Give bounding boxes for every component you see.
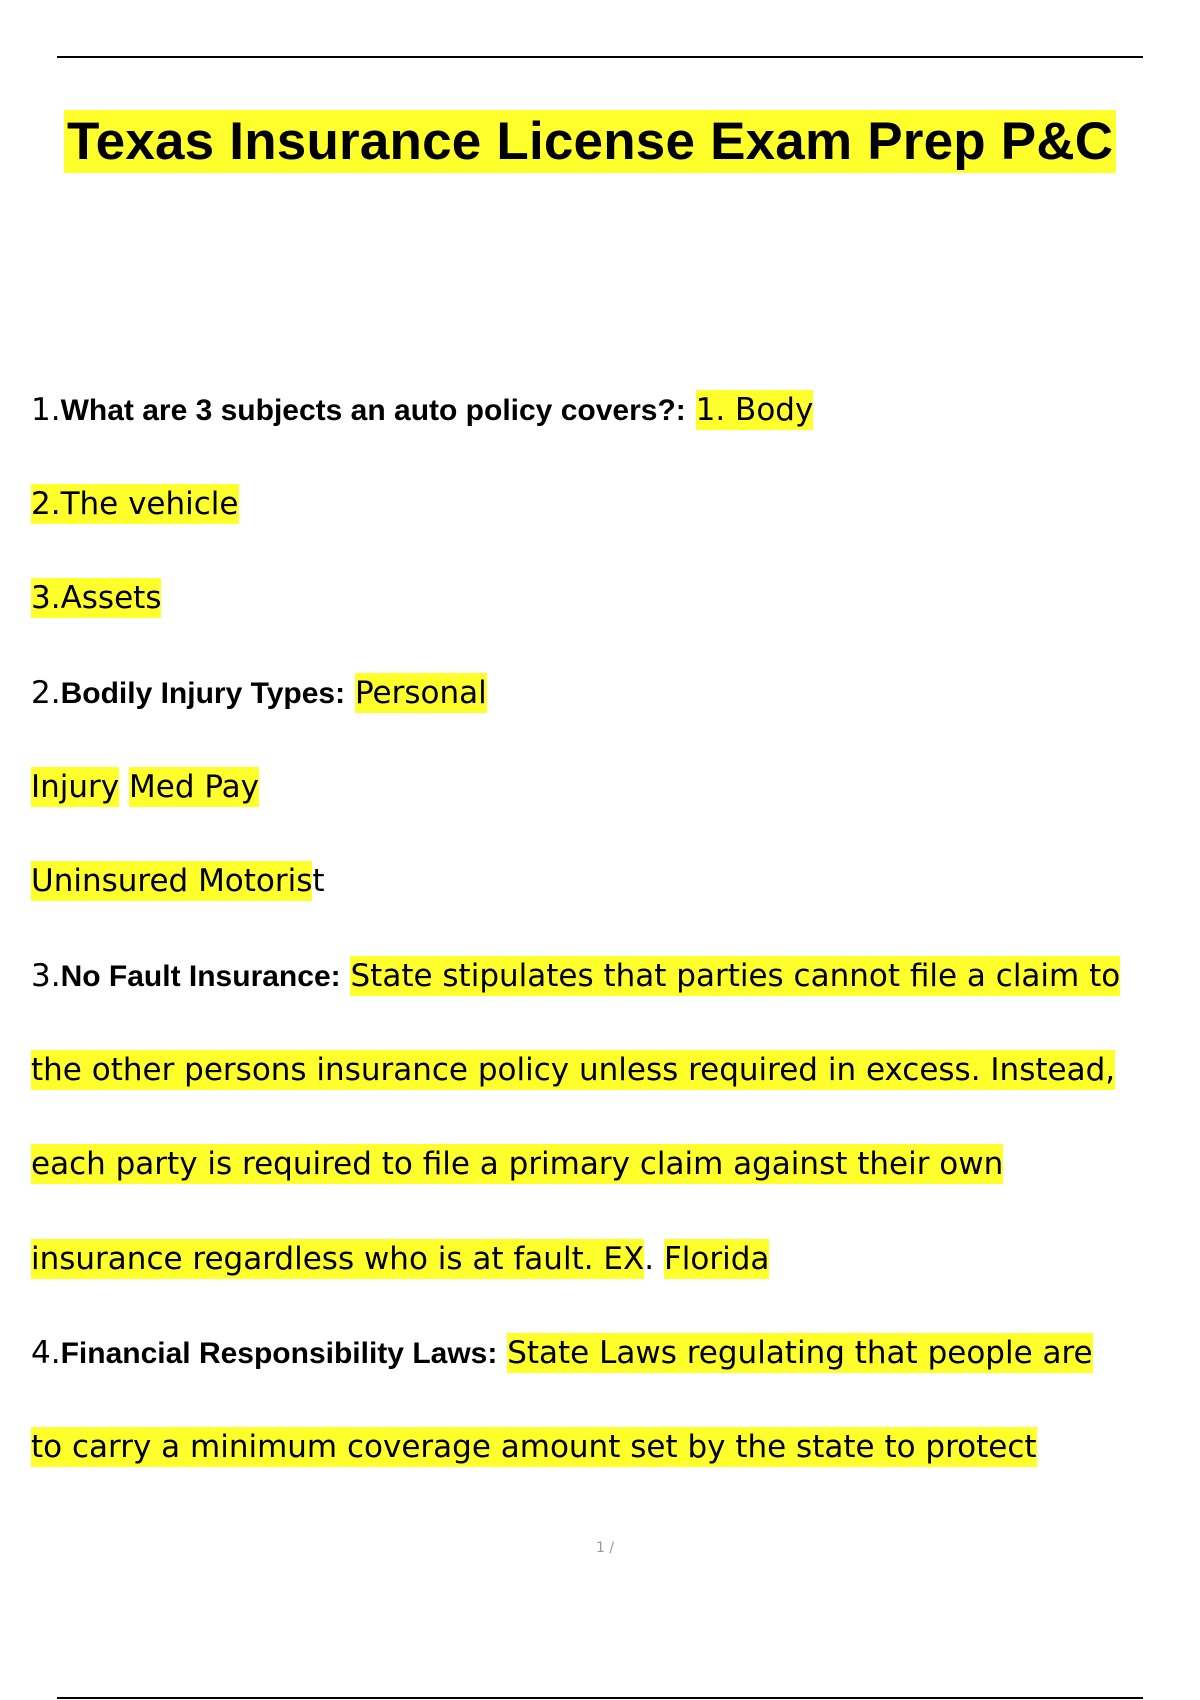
item-1-answer-line-3: 3.Assets <box>31 580 162 616</box>
item-3-answer-line <box>31 1144 1003 1184</box>
item-2-answer-tail: t <box>312 863 325 899</box>
top-rule <box>57 56 1143 58</box>
item-2-answer-line-1: Personal <box>354 675 487 711</box>
item-1-term: What are 3 subjects an auto policy covers?: <box>60 394 686 427</box>
item-2-answer-line <box>31 861 325 901</box>
item-4-answer-line <box>31 1427 1037 1467</box>
item-3-answer-line-3: each party is required to file a primary claim against their own <box>31 1146 1004 1182</box>
item-1-answer-line <box>31 484 239 524</box>
item-2-number: 2. <box>31 675 61 711</box>
item-2-answer-med-pay: Med Pay <box>129 769 260 805</box>
item-3-answer-line-1: State stipulates that parties cannot file a claim to <box>350 958 1121 994</box>
item-1-answer-line <box>31 578 161 618</box>
item-1-answer-line-2: 2.The vehicle <box>31 486 239 522</box>
item-4-answer-line-1: State Laws regulating that people are <box>507 1335 1093 1371</box>
bottom-rule <box>57 1697 1143 1699</box>
item-3-answer-line-2: the other persons insurance policy unless required in excess. Instead, <box>31 1052 1116 1088</box>
item-3-answer-period: . <box>644 1241 655 1277</box>
document-title <box>64 108 1116 176</box>
item-4-answer-line-2: to carry a minimum coverage amount set by the state to protect <box>31 1429 1037 1465</box>
item-3-term: No Fault Insurance: <box>60 960 341 993</box>
item-2-answer-uninsured: Uninsured Motoris <box>31 863 313 899</box>
item-3-answer-florida: Florida <box>663 1241 770 1277</box>
title-highlight: Texas Insurance License Exam Prep P&C <box>64 110 1116 173</box>
item-2-question-line <box>31 673 487 714</box>
item-3-answer-line-4: insurance regardless who is at fault. EX <box>31 1241 645 1277</box>
item-2-answer-injury: Injury <box>31 769 120 805</box>
page-number: 1 / <box>596 1540 615 1556</box>
item-3-answer-line <box>31 1239 769 1279</box>
item-1-question-line <box>31 390 813 431</box>
item-3-number: 3. <box>31 958 61 994</box>
item-4-term: Financial Responsibility Laws: <box>60 1337 498 1370</box>
item-3-answer-line <box>31 1050 1115 1090</box>
item-2-answer-line <box>31 767 259 807</box>
item-2-term: Bodily Injury Types: <box>60 677 346 710</box>
item-1-answer-line-1: 1. Body <box>695 392 814 428</box>
item-4-question-line <box>31 1333 1093 1374</box>
item-4-number: 4. <box>31 1335 61 1371</box>
item-3-question-line <box>31 956 1120 997</box>
item-1-number: 1. <box>31 392 61 428</box>
